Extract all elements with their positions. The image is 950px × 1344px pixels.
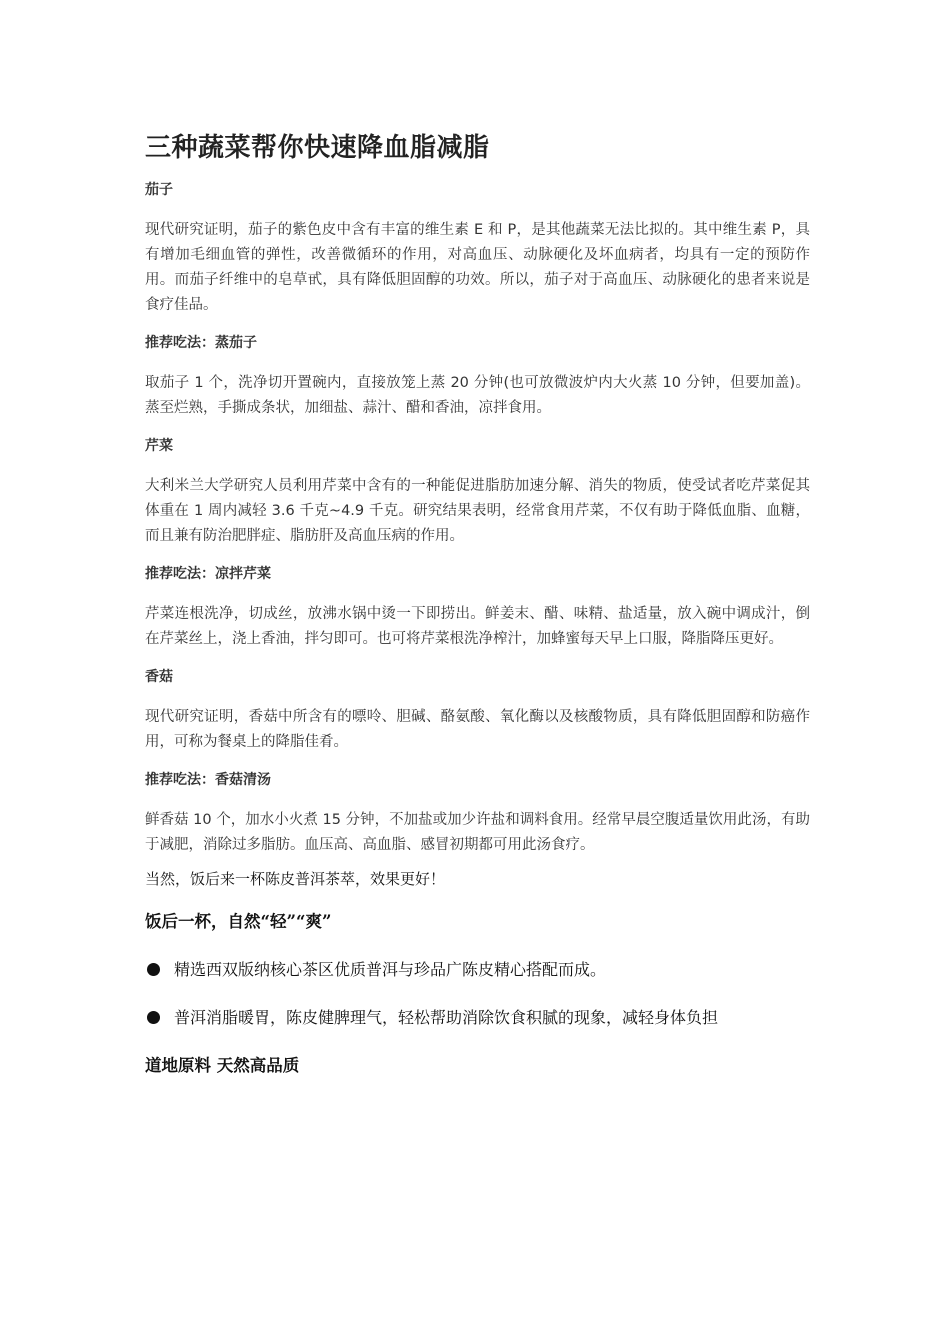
promo-subtitle: 道地原料 天然高品质 — [145, 1056, 300, 1075]
promo-block — [145, 908, 810, 1080]
promo-bullet-text: 普洱消脂暖胃，陈皮健脾理气，轻松帮助消除饮食积腻的现象，减轻身体负担 — [174, 1008, 719, 1027]
section-mushroom — [145, 667, 810, 858]
article-title: 三种蔬菜帮你快速降血脂减脂 — [145, 133, 490, 163]
section-text: 现代研究证明，茄子的紫色皮中含有丰富的维生素 E 和 P，是其他蔬菜无法比拟的。其中维生素 P，具有增加毛细血管的弹性，改善微循环的作用，对高血压、动脉硬化及坏血病者，均具有一定的预防作用。而茄子纤维中的皂草甙，具有降低胆固醇的功效。所以，茄子对于高血压、动脉硬化的患者来说是食疗佳品。 — [145, 222, 810, 313]
recipe-text: 鲜香菇 10 个，加水小火煮 15 分钟，不加盐或加少许盐和调料食用。经常早晨空腹适量饮用此汤，有助于减肥，消除过多脂肪。血压高、高血脂、感冒初期都可用此汤食疗。 — [145, 812, 810, 853]
recipe-text: 芹菜连根洗净，切成丝，放沸水锅中烫一下即捞出。鲜姜末、醋、味精、盐适量，放入碗中调成汁，倒在芹菜丝上，浇上香油，拌匀即可。也可将芹菜根洗净榨汁，加蜂蜜每天早上口服，降脂降压更好。 — [145, 606, 810, 647]
promo-bullet — [145, 956, 810, 984]
section-heading: 香菇 — [145, 669, 173, 685]
recipe-heading: 推荐吃法：凉拌芹菜 — [145, 566, 271, 582]
article-page — [145, 130, 810, 1080]
recipe-text: 取茄子 1 个，洗净切开置碗内，直接放笼上蒸 20 分钟(也可放微波炉内大火蒸 10 分钟，但要加盖)。蒸至烂熟，手撕成条状，加细盐、蒜汁、醋和香油，凉拌食用。 — [145, 375, 810, 416]
bullet-dot-icon — [147, 963, 160, 976]
promo-bullet-text: 精选西双版纳核心茶区优质普洱与珍品广陈皮精心搭配而成。 — [174, 960, 607, 979]
promo-bullet — [145, 1004, 810, 1032]
section-eggplant — [145, 180, 810, 421]
section-heading: 芹菜 — [145, 438, 173, 454]
recipe-heading: 推荐吃法：蒸茄子 — [145, 335, 257, 351]
closing-text: 当然，饭后来一杯陈皮普洱茶萃，效果更好！ — [145, 870, 446, 888]
bullet-dot-icon — [147, 1011, 160, 1024]
promo-title: 饭后一杯，自然“轻”“爽” — [145, 912, 332, 931]
section-text: 现代研究证明，香菇中所含有的嘌呤、胆碱、酪氨酸、氧化酶以及核酸物质，具有降低胆固醇和防癌作用，可称为餐桌上的降脂佳肴。 — [145, 709, 810, 750]
section-celery — [145, 436, 810, 652]
section-text: 大利米兰大学研究人员利用芹菜中含有的一种能促进脂肪加速分解、消失的物质，使受试者吃芹菜促其体重在 1 周内减轻 3.6 千克~4.9 千克。研究结果表明，经常食用芹菜，不仅有助于降低血脂、血糖，而且兼有防治肥胖症、脂肪肝及高血压病的作用。 — [145, 478, 810, 544]
section-heading: 茄子 — [145, 182, 173, 198]
recipe-heading: 推荐吃法：香菇清汤 — [145, 772, 271, 788]
